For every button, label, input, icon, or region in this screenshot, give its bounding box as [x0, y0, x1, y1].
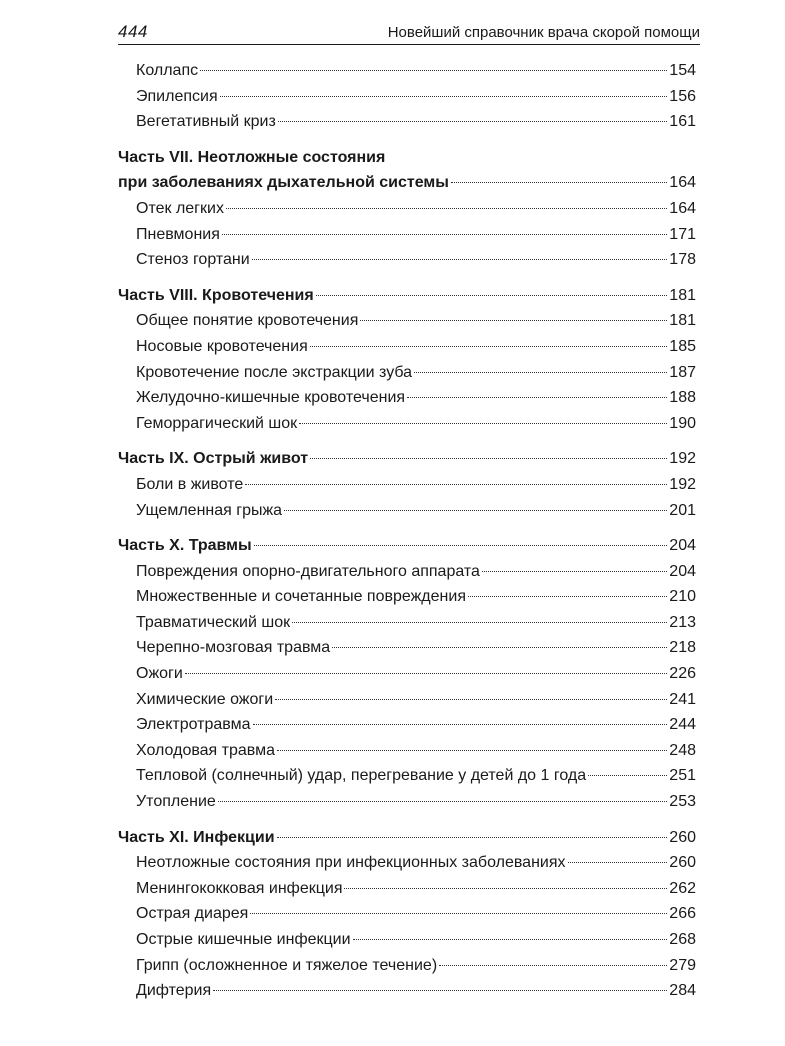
dot-leader — [218, 801, 668, 802]
toc-entry — [118, 978, 696, 1004]
section-gap — [118, 436, 696, 446]
dot-leader — [360, 320, 667, 321]
toc-entry — [118, 661, 696, 687]
part-heading — [118, 825, 696, 851]
toc-entry-page: 181 — [669, 286, 696, 304]
section-gap — [118, 523, 696, 533]
toc-entry-page: 190 — [669, 414, 696, 432]
dot-leader — [451, 182, 667, 183]
toc-entry-page: 164 — [669, 174, 696, 192]
toc-entry-title: Тепловой (солнечный) удар, перегревание у детей до 1 года — [136, 767, 587, 785]
toc-entry — [118, 635, 696, 661]
toc-entry-page: 260 — [669, 854, 696, 872]
dot-leader — [414, 372, 667, 373]
toc-entry — [118, 584, 696, 610]
toc-entry — [118, 712, 696, 738]
dot-leader — [245, 484, 667, 485]
dot-leader — [316, 295, 668, 296]
toc-entry-page: 192 — [669, 450, 696, 468]
toc-entry-page: 253 — [669, 793, 696, 811]
toc-entry-title: Пневмония — [136, 225, 220, 243]
toc-entry-title: Ожоги — [136, 665, 183, 683]
dot-leader — [568, 862, 668, 863]
running-title: Новейший справочник врача скорой помощи — [387, 24, 700, 41]
section-gap — [118, 273, 696, 283]
page-number: 444 — [118, 22, 148, 41]
dot-leader — [482, 571, 667, 572]
toc-entry-title: Острые кишечные инфекции — [136, 931, 351, 948]
part-heading — [118, 446, 696, 472]
dot-leader — [407, 397, 667, 398]
toc-entry-title: Эпилепсия — [136, 87, 218, 105]
toc-entry-page: 156 — [669, 87, 696, 105]
toc-entry-title: Коллапс — [136, 62, 199, 79]
toc-entry — [118, 472, 696, 498]
toc-entry-page: 178 — [669, 251, 696, 269]
toc-entry-page: 204 — [669, 537, 696, 555]
toc-entry-page: 161 — [669, 113, 696, 131]
section-gap — [118, 135, 696, 145]
toc-entry-page: 201 — [669, 501, 696, 519]
dot-leader — [278, 121, 668, 122]
dot-leader — [332, 647, 667, 648]
toc-entry — [118, 109, 696, 135]
toc-entry-title: Черепно-мозговая травма — [136, 639, 331, 657]
toc-entry-title: Часть XI. Инфекции — [118, 828, 275, 846]
dot-leader — [226, 208, 667, 209]
dot-leader — [588, 775, 667, 776]
dot-leader — [200, 70, 667, 71]
toc-entry-page: 192 — [669, 475, 696, 493]
dot-leader — [310, 458, 667, 459]
toc-entry-title: Вегетативный криз — [136, 113, 276, 131]
toc-entry-page: 248 — [669, 741, 696, 759]
toc-entry-page: 260 — [669, 828, 696, 846]
toc-entry-page: 210 — [669, 588, 696, 606]
toc-entry-title: Носовые кровотечения — [136, 337, 308, 355]
toc-entry-page: 185 — [669, 337, 696, 355]
toc-entry — [118, 247, 696, 273]
toc-entry-title: Грипп (осложненное и тяжелое течение) — [136, 956, 438, 974]
dot-leader — [275, 699, 667, 700]
toc-entry — [118, 334, 696, 360]
toc-entry-page: 213 — [669, 613, 696, 631]
toc-entry — [118, 789, 696, 815]
toc-entry-page: 268 — [669, 931, 696, 948]
toc-entry-page: 218 — [669, 639, 696, 657]
toc-entry-title: Менингококковая инфекция — [136, 879, 343, 897]
dot-leader — [344, 888, 667, 889]
dot-leader — [277, 837, 668, 838]
toc-entry — [118, 953, 696, 979]
toc-entry — [118, 222, 696, 248]
toc-entry-title: Кровотечение после экстракции зуба — [136, 363, 413, 381]
toc-entry — [118, 763, 696, 789]
toc-entry-page: 171 — [669, 225, 696, 243]
toc-entry-page: 241 — [669, 690, 696, 708]
toc-entry-title: Боли в животе — [136, 475, 244, 493]
dot-leader — [252, 259, 668, 260]
toc-entry-page: 279 — [669, 956, 696, 974]
toc-entry — [118, 876, 696, 902]
dot-leader — [250, 913, 667, 914]
toc-entry-page: 187 — [669, 363, 696, 381]
toc-entry — [118, 738, 696, 764]
toc-entry — [118, 498, 696, 524]
toc-entry-title: Электротравма — [136, 716, 251, 734]
toc-entry-page: 284 — [669, 982, 696, 1000]
toc-entry-title: Желудочно-кишечные кровотечения — [136, 389, 406, 407]
toc-entry — [118, 927, 696, 953]
toc-entry-page: 154 — [669, 62, 696, 79]
toc-entry — [118, 687, 696, 713]
part-heading — [118, 283, 696, 309]
dot-leader — [310, 346, 668, 347]
dot-leader — [185, 673, 667, 674]
toc-entry-page: 266 — [669, 905, 696, 923]
part-heading — [118, 145, 696, 171]
toc-entry-title: Часть VII. Неотложные состояния — [118, 148, 386, 166]
part-heading — [118, 170, 696, 196]
toc-entry — [118, 385, 696, 411]
toc-entry-title: Часть IX. Острый живот — [118, 450, 309, 468]
toc-entry-title: Химические ожоги — [136, 690, 274, 708]
toc-entry — [118, 58, 696, 84]
toc-entry-title: Общее понятие кровотечения — [136, 312, 359, 330]
dot-leader — [284, 510, 667, 511]
dot-leader — [254, 545, 668, 546]
toc-entry-title: Ущемленная грыжа — [136, 501, 283, 519]
toc-entry — [118, 360, 696, 386]
toc-entry — [118, 196, 696, 222]
toc-entry — [118, 610, 696, 636]
toc-entry-title: Часть X. Травмы — [118, 537, 252, 555]
dot-leader — [468, 596, 667, 597]
toc-entry-title: Часть VIII. Кровотечения — [118, 286, 314, 304]
toc-entry-page: 262 — [669, 879, 696, 897]
toc-entry — [118, 308, 696, 334]
toc-entry-page: 188 — [669, 389, 696, 407]
toc-entry-title: Острая диарея — [136, 905, 249, 923]
dot-leader — [220, 96, 668, 97]
dot-leader — [353, 939, 668, 940]
dot-leader — [277, 750, 667, 751]
toc-entry-title: Множественные и сочетанные повреждения — [136, 588, 466, 606]
part-heading — [118, 533, 696, 559]
running-header — [118, 22, 700, 45]
toc-entry-page: 244 — [669, 716, 696, 734]
toc-entry — [118, 411, 696, 437]
toc-entry-title: Травматический шок — [136, 613, 291, 631]
toc-entry-page: 226 — [669, 665, 696, 683]
dot-leader — [299, 423, 667, 424]
dot-leader — [222, 234, 667, 235]
dot-leader — [253, 724, 668, 725]
section-gap — [118, 815, 696, 825]
toc-entry-page: 164 — [669, 199, 696, 217]
toc-entry-title: Геморрагический шок — [136, 414, 298, 432]
toc-entry-title: Дифтерия — [136, 982, 212, 1000]
toc-entry-title: при заболеваниях дыхательной системы — [118, 174, 449, 192]
toc-entry-page: 204 — [669, 562, 696, 580]
toc-entry — [118, 84, 696, 110]
toc-entry-title: Отек легких — [136, 199, 224, 217]
toc-entry-page: 181 — [669, 312, 696, 330]
toc-entry — [118, 901, 696, 927]
toc-entry-page: 251 — [669, 767, 696, 785]
toc-entry-title: Стеноз гортани — [136, 251, 250, 269]
table-of-contents — [118, 58, 696, 1004]
dot-leader — [439, 965, 667, 966]
dot-leader — [213, 990, 667, 991]
dot-leader — [292, 622, 667, 623]
toc-entry — [118, 850, 696, 876]
toc-entry-title: Неотложные состояния при инфекционных заболеваниях — [136, 854, 566, 872]
toc-entry-title: Холодовая травма — [136, 741, 276, 759]
toc-entry-title: Утопление — [136, 793, 216, 811]
toc-entry-title: Повреждения опорно-двигательного аппарата — [136, 562, 480, 580]
toc-entry — [118, 559, 696, 585]
